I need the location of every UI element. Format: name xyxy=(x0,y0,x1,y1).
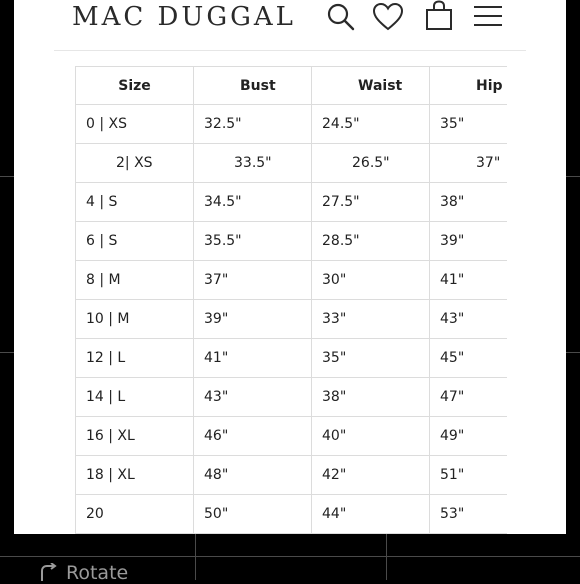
table-row xyxy=(76,339,508,378)
rotate-icon xyxy=(36,563,58,583)
site-header xyxy=(54,0,526,51)
grid-line xyxy=(0,176,14,177)
brand-logo[interactable]: MAC DUGGAL xyxy=(72,2,296,32)
hip-cell: 35" xyxy=(430,105,508,144)
bust-cell: 37" xyxy=(194,261,312,300)
bust-cell: 43" xyxy=(194,378,312,417)
grid-line xyxy=(0,556,580,557)
size-cell: 20 xyxy=(76,495,194,534)
menu-icon[interactable] xyxy=(472,4,504,28)
hip-cell: 49" xyxy=(430,417,508,456)
grid-line xyxy=(0,352,14,353)
waist-cell: 33" xyxy=(312,300,430,339)
size-cell: 6 | S xyxy=(76,222,194,261)
screenshot-page xyxy=(14,0,566,534)
table-row xyxy=(76,378,508,417)
size-cell: 10 | M xyxy=(76,300,194,339)
hip-cell: 37" xyxy=(430,144,508,183)
shopping-bag-icon[interactable] xyxy=(424,0,454,32)
waist-cell: 40" xyxy=(312,417,430,456)
bust-cell: 41" xyxy=(194,339,312,378)
waist-cell: 42" xyxy=(312,456,430,495)
size-chart xyxy=(75,66,507,534)
bust-cell: 50" xyxy=(194,495,312,534)
size-cell: 14 | L xyxy=(76,378,194,417)
column-header-hip: Hip xyxy=(430,67,508,105)
size-cell: 12 | L xyxy=(76,339,194,378)
table-row xyxy=(76,456,508,495)
table-row xyxy=(76,261,508,300)
size-cell: 8 | M xyxy=(76,261,194,300)
size-cell: 4 | S xyxy=(76,183,194,222)
table-row xyxy=(76,183,508,222)
hip-cell: 53" xyxy=(430,495,508,534)
waist-cell: 30" xyxy=(312,261,430,300)
size-cell: 2| XS xyxy=(76,144,194,183)
bust-cell: 32.5" xyxy=(194,105,312,144)
table-row xyxy=(76,417,508,456)
bust-cell: 35.5" xyxy=(194,222,312,261)
waist-cell: 26.5" xyxy=(312,144,430,183)
column-header-bust: Bust xyxy=(194,67,312,105)
bust-cell: 46" xyxy=(194,417,312,456)
hip-cell: 39" xyxy=(430,222,508,261)
grid-line xyxy=(195,534,196,580)
heart-icon[interactable] xyxy=(372,2,404,32)
waist-cell: 44" xyxy=(312,495,430,534)
size-chart-table xyxy=(75,66,507,534)
bust-cell: 39" xyxy=(194,300,312,339)
rotate-button[interactable] xyxy=(36,562,128,584)
hip-cell: 51" xyxy=(430,456,508,495)
table-row xyxy=(76,222,508,261)
bust-cell: 48" xyxy=(194,456,312,495)
table-header-row xyxy=(76,67,508,105)
table-row xyxy=(76,144,508,183)
hip-cell: 38" xyxy=(430,183,508,222)
rotate-label: Rotate xyxy=(66,562,129,584)
waist-cell: 35" xyxy=(312,339,430,378)
waist-cell: 27.5" xyxy=(312,183,430,222)
column-header-waist: Waist xyxy=(312,67,430,105)
hip-cell: 45" xyxy=(430,339,508,378)
size-cell: 16 | XL xyxy=(76,417,194,456)
waist-cell: 28.5" xyxy=(312,222,430,261)
table-row xyxy=(76,495,508,534)
grid-line xyxy=(566,352,580,353)
grid-line xyxy=(386,534,387,580)
column-header-size: Size xyxy=(76,67,194,105)
hip-cell: 43" xyxy=(430,300,508,339)
waist-cell: 24.5" xyxy=(312,105,430,144)
search-icon[interactable] xyxy=(326,2,356,32)
bust-cell: 33.5" xyxy=(194,144,312,183)
size-cell: 0 | XS xyxy=(76,105,194,144)
waist-cell: 38" xyxy=(312,378,430,417)
table-row xyxy=(76,300,508,339)
hip-cell: 47" xyxy=(430,378,508,417)
size-cell: 18 | XL xyxy=(76,456,194,495)
bust-cell: 34.5" xyxy=(194,183,312,222)
hip-cell: 41" xyxy=(430,261,508,300)
grid-line xyxy=(566,176,580,177)
table-row xyxy=(76,105,508,144)
